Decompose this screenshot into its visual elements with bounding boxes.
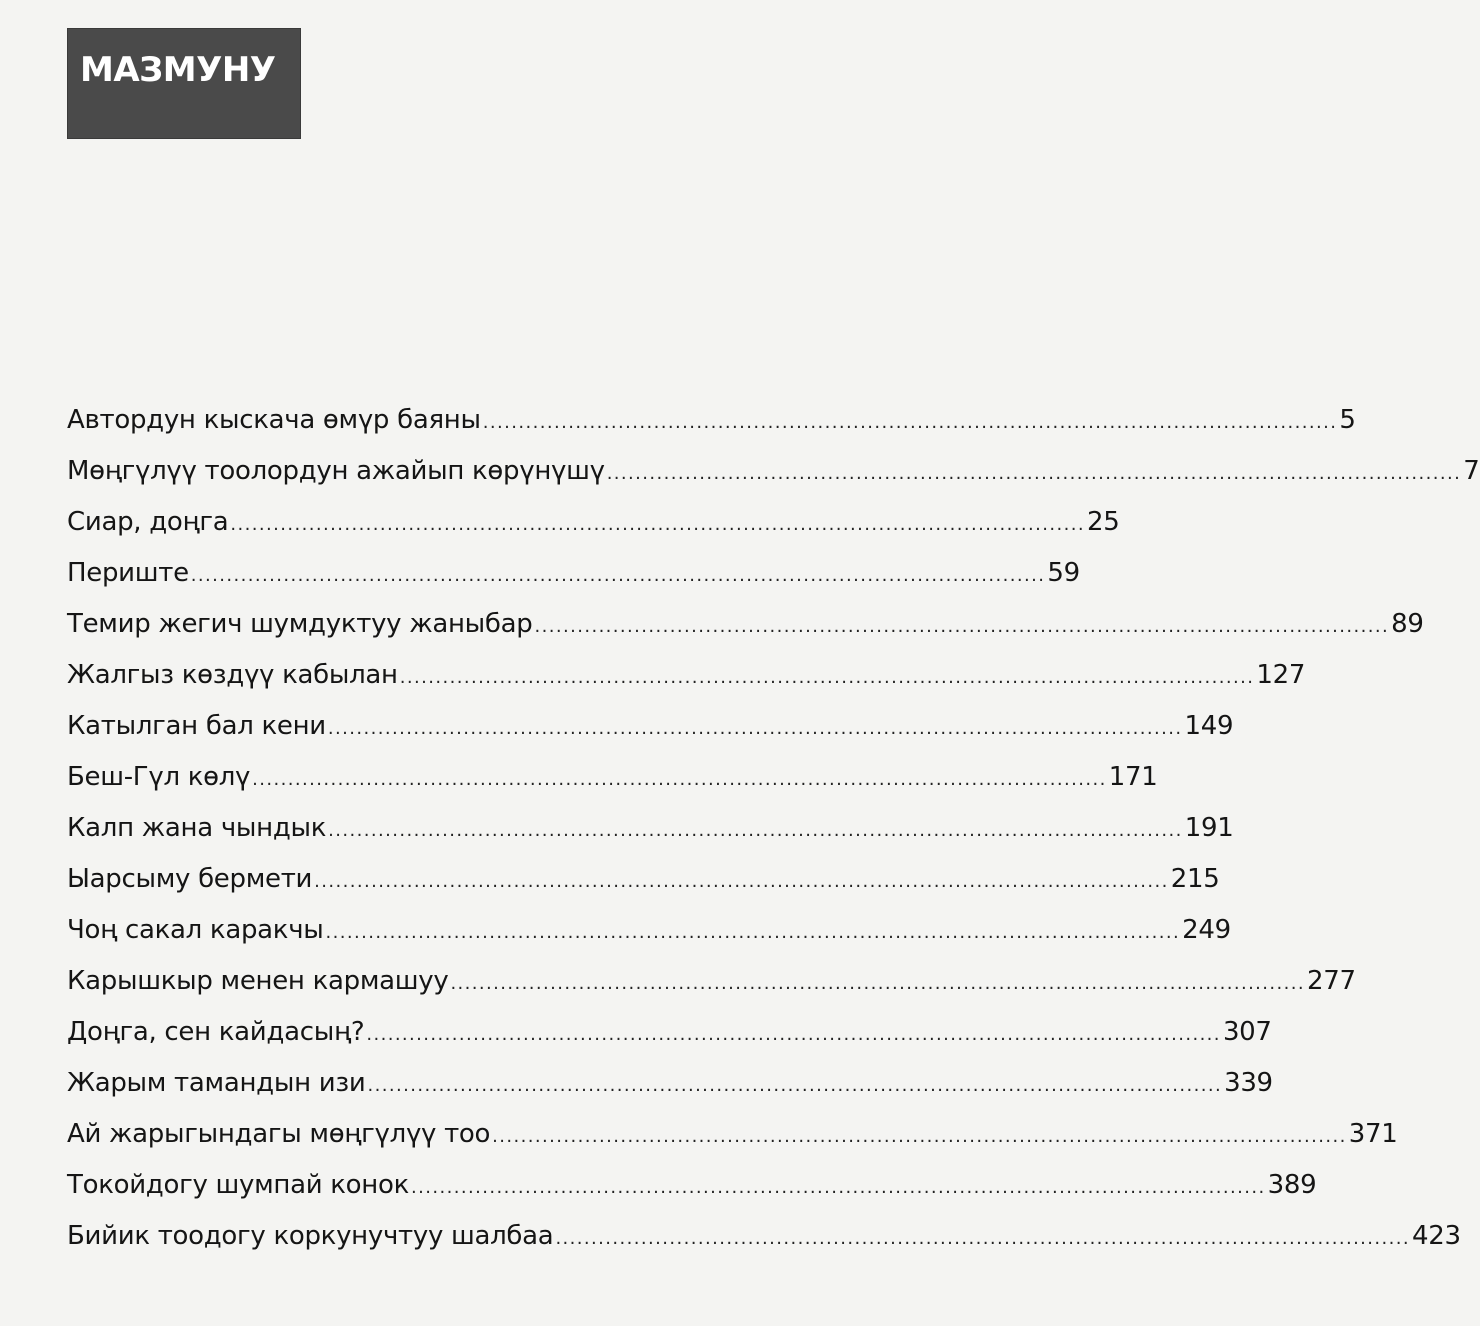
toc-entry-page: 127 <box>1256 660 1306 690</box>
toc-entry-title: Мөңгүлүү тоолордун ажайып көрүнүшү <box>67 456 605 486</box>
heading-box <box>67 28 301 139</box>
dot-leader: ........................................................................................................................ <box>399 667 1255 688</box>
toc-entry <box>67 507 1120 558</box>
toc-entry-title: Карышкыр менен кармашуу <box>67 966 449 996</box>
toc-entry-title: Калп жана чындык <box>67 813 327 843</box>
dot-leader: ........................................................................................................................ <box>606 463 1462 484</box>
toc-entry <box>67 1119 1398 1170</box>
toc-entry <box>67 966 1356 1017</box>
dot-leader: ........................................................................................................................ <box>555 1228 1411 1249</box>
dot-leader: ........................................................................................................................ <box>492 1126 1347 1147</box>
toc-entry-title: Чоң сакал каракчы <box>67 915 324 945</box>
toc-entry <box>67 456 1480 507</box>
toc-entry-title: Жарым тамандын изи <box>67 1068 366 1098</box>
toc-entry-title: Автордун кыскача өмүр баяны <box>67 405 481 435</box>
dot-leader: ........................................................................................................................ <box>327 718 1183 739</box>
toc-entry <box>67 660 1306 711</box>
toc-entry-title: Сиар, доңга <box>67 507 229 537</box>
toc-entry-page: 149 <box>1184 711 1234 741</box>
toc-entry-title: Катылган бал кени <box>67 711 326 741</box>
toc-entry-title: Жалгыз көздүү кабылан <box>67 660 398 690</box>
toc-entry <box>67 762 1158 813</box>
dot-leader: ........................................................................................................................ <box>252 769 1107 790</box>
toc-entry <box>67 813 1234 864</box>
toc-entry-page: 215 <box>1170 864 1220 894</box>
dot-leader: ........................................................................................................................ <box>328 820 1183 841</box>
toc-entry-title: Бийик тоодогу коркунучтуу шалбаа <box>67 1221 554 1251</box>
dot-leader: ........................................................................................................................ <box>450 973 1306 994</box>
toc-entry-page: 59 <box>1047 558 1080 588</box>
toc-entry-title: Доңга, сен кайдасың? <box>67 1017 365 1047</box>
toc-entry-title: Периште <box>67 558 189 588</box>
dot-leader: ........................................................................................................................ <box>190 565 1046 586</box>
toc-entry-title: Темир жегич шумдуктуу жаныбар <box>67 609 533 639</box>
toc-entry-page: 389 <box>1267 1170 1317 1200</box>
toc-entry-page: 371 <box>1348 1119 1398 1149</box>
toc-entry <box>67 915 1231 966</box>
toc-entry <box>67 1221 1461 1272</box>
page-title: МАЗМУНУ <box>80 50 276 90</box>
toc-entry-page: 5 <box>1339 405 1356 435</box>
toc-entry-title: Токойдогу шумпай конок <box>67 1170 410 1200</box>
toc-entry-page: 277 <box>1307 966 1356 996</box>
toc-entry-page: 249 <box>1182 915 1231 945</box>
toc-entry-title: Беш-Гүл көлү <box>67 762 251 792</box>
toc-entry-title: Ай жарыгындагы мөңгүлүү тоо <box>67 1119 491 1149</box>
dot-leader: ........................................................................................................................ <box>534 616 1390 637</box>
dot-leader: ........................................................................................................................ <box>367 1075 1223 1096</box>
toc-entry <box>67 609 1424 660</box>
toc-entry <box>67 1068 1273 1119</box>
toc-entry-title: Ыарсыму бермети <box>67 864 313 894</box>
toc-entry-page: 339 <box>1224 1068 1273 1098</box>
toc-entry <box>67 711 1234 762</box>
toc-entry <box>67 1017 1272 1068</box>
dot-leader: ........................................................................................................................ <box>366 1024 1221 1045</box>
toc-entry-page: 307 <box>1222 1017 1272 1047</box>
toc-entry <box>67 1170 1317 1221</box>
toc-entry-page: 25 <box>1086 507 1120 537</box>
toc-entry-page: 191 <box>1184 813 1234 843</box>
dot-leader: ........................................................................................................................ <box>230 514 1085 535</box>
toc-entry <box>67 864 1220 915</box>
toc-entry-page: 7 <box>1463 456 1480 486</box>
toc-entry-page: 423 <box>1412 1221 1461 1251</box>
table-of-contents <box>67 405 1480 1272</box>
dot-leader: ........................................................................................................................ <box>325 922 1181 943</box>
toc-entry <box>67 558 1080 609</box>
dot-leader: ........................................................................................................................ <box>482 412 1338 433</box>
dot-leader: ........................................................................................................................ <box>314 871 1169 892</box>
dot-leader: ........................................................................................................................ <box>411 1177 1266 1198</box>
toc-entry-page: 89 <box>1391 609 1424 639</box>
toc-entry-page: 171 <box>1108 762 1158 792</box>
toc-entry <box>67 405 1356 456</box>
